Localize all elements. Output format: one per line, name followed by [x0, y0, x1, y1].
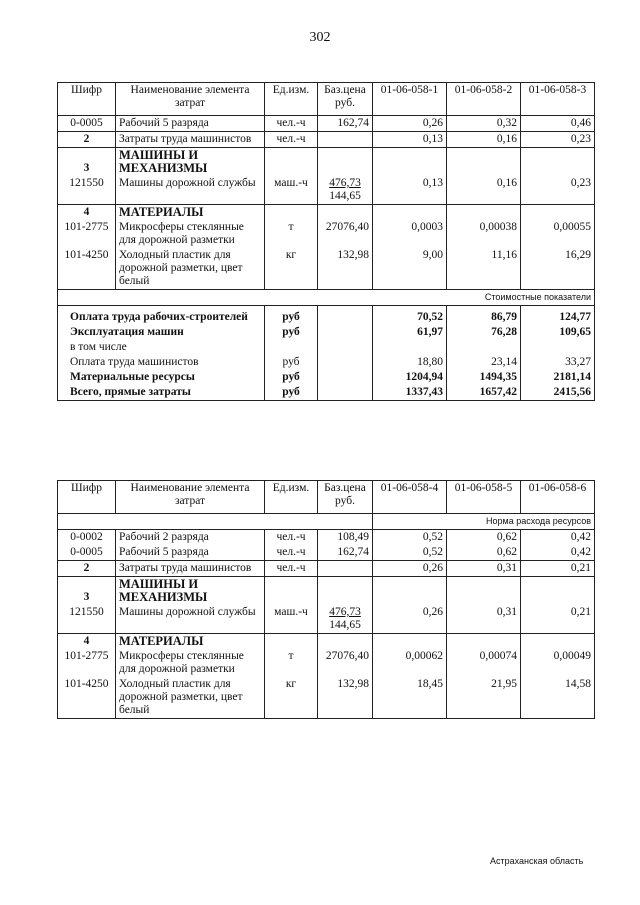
row-unit: чел.-ч [265, 561, 318, 577]
row-unit: т [265, 649, 318, 677]
row-value: 0,52 [373, 530, 447, 546]
row-name: Холодный пластик для дорожной разметки, цвет белый [116, 248, 265, 290]
cost-unit: руб [265, 355, 318, 370]
table-row [58, 530, 595, 546]
cost-unit: руб [265, 370, 318, 385]
section-number: 3 [58, 577, 116, 606]
row-price: 27076,40 [318, 220, 373, 248]
row-unit: чел.-ч [265, 116, 318, 132]
row-price [318, 605, 373, 634]
cost-row [58, 325, 595, 340]
header-col-6: 01-06-058-6 [521, 481, 595, 514]
row-value: 0,26 [373, 561, 447, 577]
price-main: 476,73 [329, 177, 361, 189]
row-name: Рабочий 2 разряда [116, 530, 265, 546]
section-title: МАШИНЫ И МЕХАНИЗМЫ [116, 148, 265, 177]
row-value: 0,52 [373, 545, 447, 561]
section-title-row [58, 148, 595, 177]
row-value: 0,32 [447, 116, 521, 132]
cost-label-row [58, 290, 595, 306]
section-number: 4 [58, 634, 116, 650]
table-row [58, 176, 595, 205]
header-code: Шифр [58, 481, 116, 514]
row-price: 132,98 [318, 248, 373, 290]
cost-unit: руб [265, 385, 318, 401]
cost-value: 61,97 [373, 325, 447, 340]
cost-value: 86,79 [447, 306, 521, 326]
row-code: 0-0005 [58, 116, 116, 132]
norm-label-row [58, 514, 595, 530]
row-value: 0,26 [373, 605, 447, 634]
row-value: 14,58 [521, 677, 595, 719]
row-value: 0,13 [373, 176, 447, 205]
table-header-row [58, 481, 595, 514]
row-code: 101-4250 [58, 248, 116, 290]
section-title-row [58, 634, 595, 650]
row-price: 27076,40 [318, 649, 373, 677]
table-row [58, 561, 595, 577]
row-name: Машины дорожной службы [116, 176, 265, 205]
cost-name: Всего, прямые затраты [58, 385, 265, 401]
row-value: 0,16 [447, 132, 521, 148]
cost-row [58, 385, 595, 401]
row-value: 0,42 [521, 530, 595, 546]
cost-name: Материальные ресурсы [58, 370, 265, 385]
row-value: 0,31 [447, 605, 521, 634]
region-footer: Астраханская область [490, 856, 584, 866]
header-col-5: 01-06-058-5 [447, 481, 521, 514]
cost-value: 1494,35 [447, 370, 521, 385]
cost-value: 76,28 [447, 325, 521, 340]
row-value: 0,21 [521, 561, 595, 577]
cost-indicators-label: Стоимостные показатели [58, 290, 595, 306]
row-name: Машины дорожной службы [116, 605, 265, 634]
cost-value: 1204,94 [373, 370, 447, 385]
row-name: Рабочий 5 разряда [116, 116, 265, 132]
row-code: 121550 [58, 176, 116, 205]
row-name: Рабочий 5 разряда [116, 545, 265, 561]
header-col-1: 01-06-058-1 [373, 83, 447, 116]
cost-row [58, 306, 595, 326]
row-price [318, 132, 373, 148]
cost-row [58, 370, 595, 385]
cost-value: 70,52 [373, 306, 447, 326]
page-number: 302 [309, 30, 331, 45]
table-row [58, 248, 595, 290]
header-code: Шифр [58, 83, 116, 116]
row-price: 162,74 [318, 116, 373, 132]
header-col-2: 01-06-058-2 [447, 83, 521, 116]
row-value: 9,00 [373, 248, 447, 290]
row-unit: чел.-ч [265, 530, 318, 546]
row-value: 0,00062 [373, 649, 447, 677]
table-row [58, 649, 595, 677]
cost-row [58, 355, 595, 370]
row-name: Холодный пластик для дорожной разметки, цвет белый [116, 677, 265, 719]
header-base-price: Баз.цена руб. [318, 83, 373, 116]
row-price [318, 176, 373, 205]
table-row [58, 220, 595, 248]
row-value: 16,29 [521, 248, 595, 290]
cost-value: 18,80 [373, 355, 447, 370]
row-value: 0,42 [521, 545, 595, 561]
cost-name: Эксплуатация машин [58, 325, 265, 340]
table-row [58, 132, 595, 148]
row-value: 21,95 [447, 677, 521, 719]
price-secondary: 144,65 [329, 190, 361, 202]
row-value: 0,62 [447, 530, 521, 546]
section-number: 2 [58, 561, 116, 577]
row-value: 0,26 [373, 116, 447, 132]
header-unit: Ед.изм. [265, 83, 318, 116]
cost-value: 2181,14 [521, 370, 595, 385]
cost-value: 1657,42 [447, 385, 521, 401]
row-name: Затраты труда машинистов [116, 561, 265, 577]
cost-value: 2415,56 [521, 385, 595, 401]
row-value: 18,45 [373, 677, 447, 719]
cost-name: Оплата труда рабочих-строителей [58, 306, 265, 326]
section-number: 2 [58, 132, 116, 148]
row-price: 162,74 [318, 545, 373, 561]
cost-unit: руб [265, 325, 318, 340]
row-code: 121550 [58, 605, 116, 634]
row-code: 0-0002 [58, 530, 116, 546]
cost-name: в том числе [58, 340, 265, 355]
row-name: Микросферы стеклянные для дорожной разметки [116, 649, 265, 677]
section-title: МАШИНЫ И МЕХАНИЗМЫ [116, 577, 265, 606]
table-row [58, 545, 595, 561]
row-code: 0-0005 [58, 545, 116, 561]
row-value: 11,16 [447, 248, 521, 290]
cost-row [58, 340, 595, 355]
cost-value: 124,77 [521, 306, 595, 326]
row-name: Затраты труда машинистов [116, 132, 265, 148]
row-unit: т [265, 220, 318, 248]
norm-label: Норма расхода ресурсов [373, 514, 595, 530]
section-title: МАТЕРИАЛЫ [116, 205, 265, 221]
row-value: 0,46 [521, 116, 595, 132]
table-row [58, 677, 595, 719]
row-code: 101-4250 [58, 677, 116, 719]
header-unit: Ед.изм. [265, 481, 318, 514]
table-row [58, 605, 595, 634]
price-secondary: 144,65 [329, 619, 361, 631]
header-name: Наименование элемента затрат [116, 481, 265, 514]
section-title-row [58, 577, 595, 606]
resource-table-2 [57, 480, 595, 719]
table-header-row [58, 83, 595, 116]
section-number: 4 [58, 205, 116, 221]
row-value: 0,00074 [447, 649, 521, 677]
cost-value: 23,14 [447, 355, 521, 370]
row-price: 108,49 [318, 530, 373, 546]
table-row [58, 116, 595, 132]
cost-name: Оплата труда машинистов [58, 355, 265, 370]
cost-value: 109,65 [521, 325, 595, 340]
row-unit: чел.-ч [265, 132, 318, 148]
row-unit: маш.-ч [265, 605, 318, 634]
row-price: 132,98 [318, 677, 373, 719]
row-unit: кг [265, 248, 318, 290]
row-value: 0,0003 [373, 220, 447, 248]
row-value: 0,31 [447, 561, 521, 577]
row-unit: кг [265, 677, 318, 719]
row-value: 0,00055 [521, 220, 595, 248]
cost-value: 33,27 [521, 355, 595, 370]
section-title: МАТЕРИАЛЫ [116, 634, 265, 650]
header-name: Наименование элемента затрат [116, 83, 265, 116]
row-value: 0,00049 [521, 649, 595, 677]
row-value: 0,23 [521, 132, 595, 148]
header-col-4: 01-06-058-4 [373, 481, 447, 514]
header-base-price: Баз.цена руб. [318, 481, 373, 514]
row-value: 0,16 [447, 176, 521, 205]
cost-unit: руб [265, 306, 318, 326]
row-unit: чел.-ч [265, 545, 318, 561]
row-unit: маш.-ч [265, 176, 318, 205]
row-value: 0,21 [521, 605, 595, 634]
section-title-row [58, 205, 595, 221]
header-col-3: 01-06-058-3 [521, 83, 595, 116]
row-value: 0,13 [373, 132, 447, 148]
section-number: 3 [58, 148, 116, 177]
cost-value: 1337,43 [373, 385, 447, 401]
row-value: 0,62 [447, 545, 521, 561]
row-code: 101-2775 [58, 220, 116, 248]
row-code: 101-2775 [58, 649, 116, 677]
row-value: 0,23 [521, 176, 595, 205]
row-value: 0,00038 [447, 220, 521, 248]
price-main: 476,73 [329, 606, 361, 618]
resource-table-1 [57, 82, 595, 401]
row-name: Микросферы стеклянные для дорожной разметки [116, 220, 265, 248]
